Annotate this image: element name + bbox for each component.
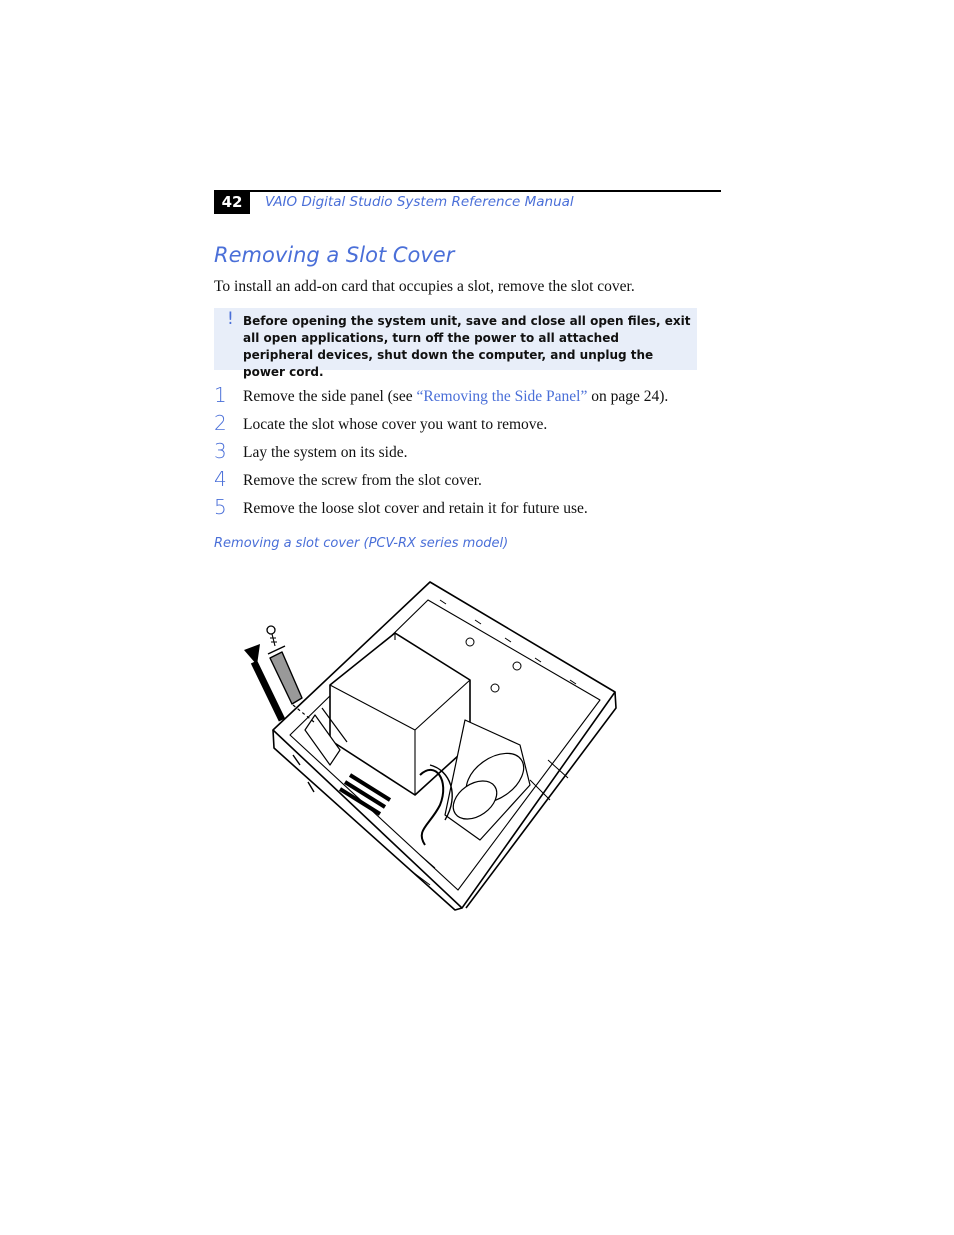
step-number: 5	[214, 495, 227, 519]
removing-side-panel-link[interactable]: “Removing the Side Panel”	[416, 388, 588, 405]
step-number: 1	[214, 383, 227, 407]
step-text: Locate the slot whose cover you want to remove.	[243, 416, 548, 433]
intro-paragraph: To install an add-on card that occupies a slot, remove the slot cover.	[214, 278, 635, 295]
caution-box	[214, 308, 697, 379]
header-rule	[250, 190, 721, 192]
step-number: 3	[214, 439, 227, 463]
step-text: Remove the loose slot cover and retain it for future use.	[243, 500, 588, 517]
slot-cover-illustration	[230, 570, 630, 915]
step-number: 2	[214, 411, 227, 435]
figure-caption: Removing a slot cover (PCV-RX series model)	[214, 536, 509, 551]
exclamation-icon: !	[227, 309, 234, 329]
step-2	[214, 411, 734, 439]
step-text: Remove the screw from the slot cover.	[243, 472, 482, 489]
running-title: VAIO Digital Studio System Reference Manual	[265, 194, 574, 210]
step-3	[214, 439, 734, 467]
step-number: 4	[214, 467, 227, 491]
section-title: Removing a Slot Cover	[214, 243, 455, 267]
step-1	[214, 383, 734, 411]
step-text-part: Remove the side panel (see	[243, 388, 417, 405]
step-4	[214, 467, 734, 495]
page-number: 42	[214, 190, 250, 214]
step-text-part: on page 24).	[587, 388, 669, 405]
step-text	[243, 388, 668, 406]
caution-text: Before opening the system unit, save and close all open files, exit all open applications, turn off the power to all attached peripheral devices, shut down the computer, and unplug the power cord.	[243, 314, 691, 379]
step-list	[214, 383, 734, 523]
step-text: Lay the system on its side.	[243, 444, 408, 461]
step-5	[214, 495, 734, 523]
